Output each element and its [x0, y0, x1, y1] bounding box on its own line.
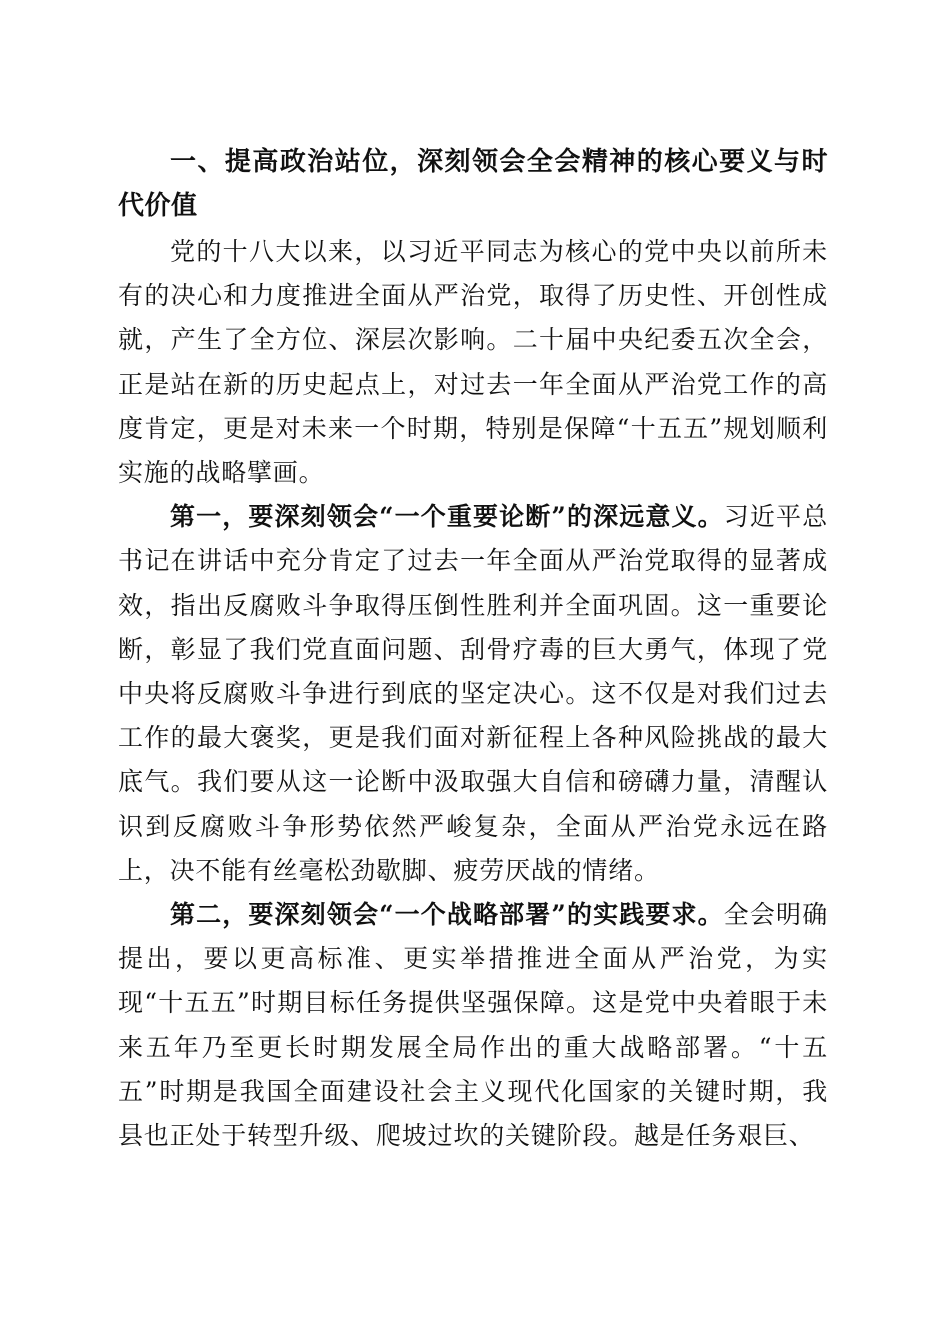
paragraph-point-one-text: 习近平总书记在讲话中充分肯定了过去一年全面从严治党取得的显著成效，指出反腐败斗争取得压倒性胜利并全面巩固。这一重要论断，彰显了我们党直面问题、刮骨疗毒的巨大勇气，体现了党中央将反腐败斗争进行到底的坚定决心。这不仅是对我们过去工作的最大褒奖，更是我们面对新征程上各种风险挑战的最大底气。我们要从这一论断中汲取强大自信和磅礴力量，清醒认识到反腐败斗争形势依然严峻复杂，全面从严治党永远在路上，决不能有丝毫松劲歇脚、疲劳厌战的情绪。 — [118, 502, 828, 885]
paragraph-point-one — [118, 495, 828, 893]
paragraph-point-two-lead: 第二，要深刻领会“一个战略部署”的实践要求。 — [170, 900, 724, 930]
paragraph-intro-text: 党的十八大以来，以习近平同志为核心的党中央以前所未有的决心和力度推进全面从严治党，取得了历史性、开创性成就，产生了全方位、深层次影响。二十届中央纪委五次全会，正是站在新的历史起点上，对过去一年全面从严治党工作的高度肯定，更是对未来一个时期，特别是保障“十五五”规划顺利实施的战略擘画。 — [118, 237, 828, 488]
paragraph-point-two — [118, 893, 828, 1158]
document-body — [118, 140, 828, 1158]
paragraph-point-one-lead: 第一，要深刻领会“一个重要论断”的深远意义。 — [170, 502, 724, 532]
paragraph-intro — [118, 230, 828, 495]
paragraph-point-two-text: 全会明确提出，要以更高标准、更实举措推进全面从严治党，为实现“十五五”时期目标任务提供坚强保障。这是党中央着眼于未来五年乃至更长时期发展全局作出的重大战略部署。“十五五”时期是我国全面建设社会主义现代化国家的关键时期，我县也正处于转型升级、爬坡过坎的关键阶段。越是任务艰巨、 — [118, 900, 828, 1151]
section-heading: 一、提高政治站位，深刻领会全会精神的核心要义与时代价值 — [118, 147, 828, 221]
